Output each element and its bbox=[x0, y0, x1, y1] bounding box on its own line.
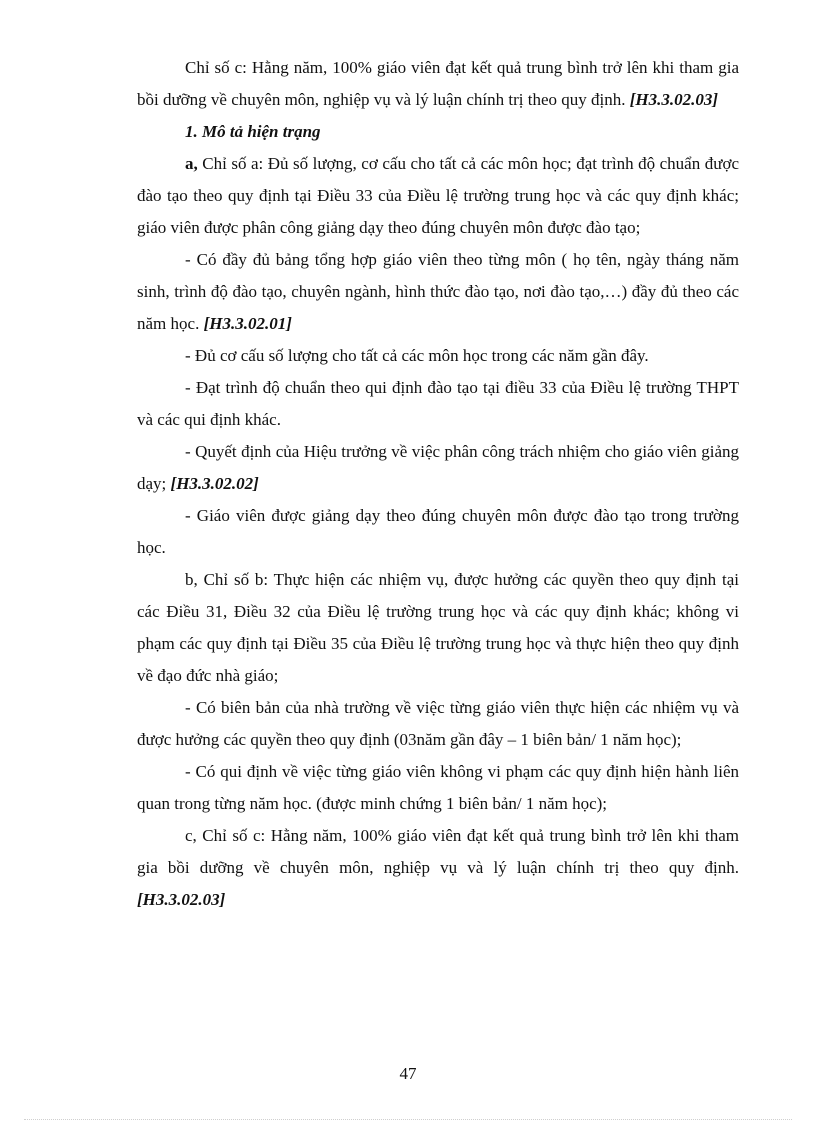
paragraph-indicator-b: b, Chỉ số b: Thực hiện các nhiệm vụ, được hưởng các quyền theo quy định tại các Điều 31, Điều 32 của Điều lệ trường trung học và các quy định khác; không vi phạm các quy định tại Điều 35 của Điều lệ trường trung học và thực hiện theo quy định về đạo đức nhà giáo; bbox=[137, 570, 739, 685]
paragraph-teaching-specialty: - Giáo viên được giảng dạy theo đúng chuyên môn được đào tạo trong trường học. bbox=[137, 506, 739, 557]
paragraph-teacher-summary: - Có đầy đủ bảng tổng hợp giáo viên theo từng môn ( họ tên, ngày tháng năm sinh, trình độ đào tạo, chuyên ngành, hình thức đào tạo, nơi đào tạo,…) đầy đủ theo các năm học. [H3.3.02.01] bbox=[137, 250, 739, 333]
paragraph-structure: - Đủ cơ cấu số lượng cho tất cả các môn học trong các năm gần đây. bbox=[185, 346, 649, 365]
paragraph-lead: a, bbox=[185, 154, 198, 173]
paragraph-indicator-a: a, Chỉ số a: Đủ số lượng, cơ cấu cho tất cả các môn học; đạt trình độ chuẩn được đào tạo theo quy định tại Điều 33 của Điều lệ trường trung học và các quy định khác; giáo viên được phân công giảng dạy theo đúng chuyên môn được đào tạo; bbox=[137, 154, 739, 237]
paragraph-minutes: - Có biên bản của nhà trường về việc từng giáo viên thực hiện các nhiệm vụ và được hưởng các quyền theo quy định (03năm gần đây – 1 biên bản/ 1 năm học); bbox=[137, 698, 739, 749]
paragraph-indicator-c: c, Chỉ số c: Hằng năm, 100% giáo viên đạt kết quả trung bình trở lên khi tham gia bồi dưỡng về chuyên môn, nghiệp vụ và lý luận chính trị theo quy định. [H3.3.02.03] bbox=[137, 826, 739, 909]
page-number: 47 bbox=[399, 1064, 417, 1083]
evidence-code: [H3.3.02.01] bbox=[203, 314, 292, 333]
section-heading: 1. Mô tả hiện trạng bbox=[185, 122, 321, 141]
paragraph-standard-level: - Đạt trình độ chuẩn theo qui định đào tạo tại điều 33 của Điều lệ trường THPT và các qui định khác. bbox=[137, 378, 739, 429]
evidence-code: [H3.3.02.03] bbox=[137, 890, 226, 909]
document-body bbox=[137, 52, 739, 916]
footer-divider bbox=[24, 1119, 792, 1120]
evidence-code: [H3.3.02.02] bbox=[170, 474, 259, 493]
paragraph-indicator-c-intro: Chỉ số c: Hằng năm, 100% giáo viên đạt kết quả trung bình trở lên khi tham gia bồi dưỡng về chuyên môn, nghiệp vụ và lý luận chính trị theo quy định. [H3.3.02.03] bbox=[137, 58, 739, 109]
paragraph-principal-decision: - Quyết định của Hiệu trưởng về việc phân công trách nhiệm cho giáo viên giảng dạy; [H3.3.02.02] bbox=[137, 442, 739, 493]
evidence-code: [H3.3.02.03] bbox=[629, 90, 719, 109]
paragraph-regulations: - Có qui định về việc từng giáo viên không vi phạm các quy định hiện hành liên quan trong từng năm học. (được minh chứng 1 biên bản/ 1 năm học); bbox=[137, 762, 739, 813]
